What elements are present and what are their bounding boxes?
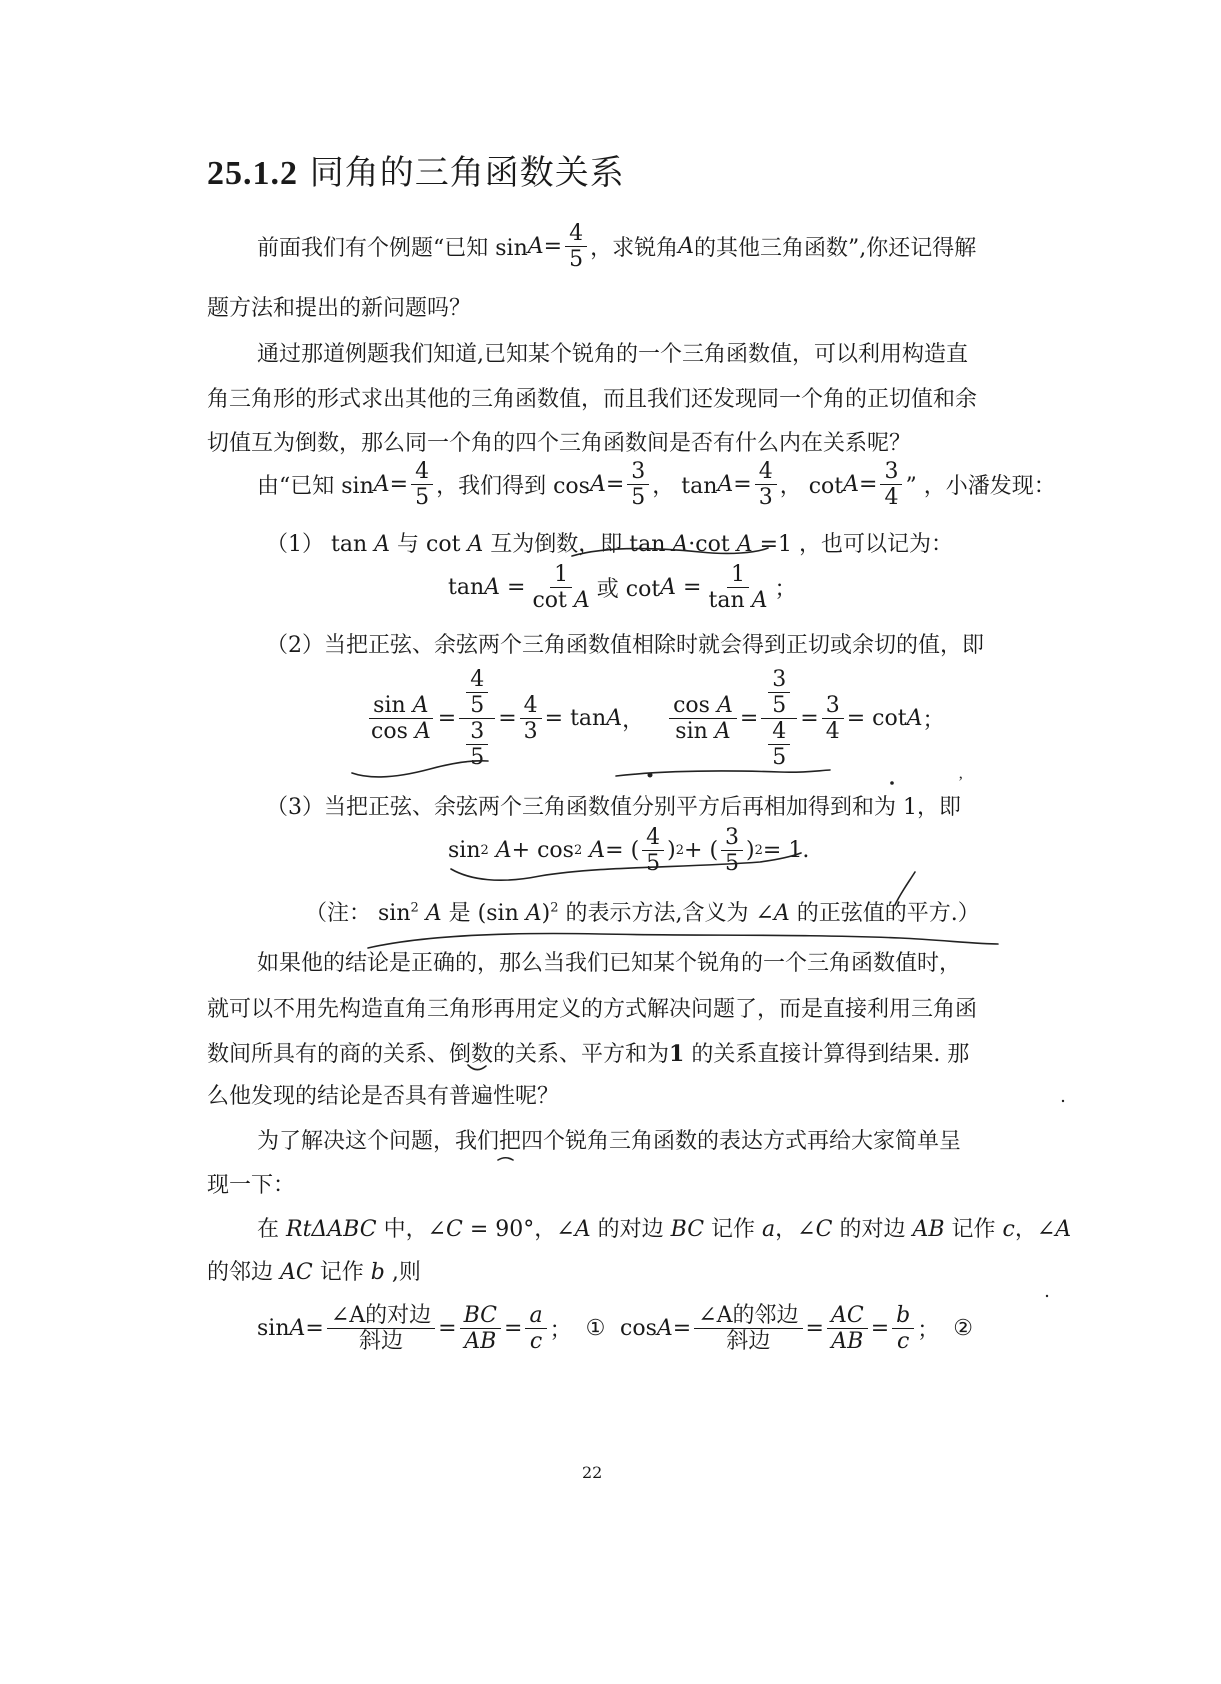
text: = [859,472,878,498]
fraction [460,1304,501,1353]
text: 互为倒数，即 tan [483,532,673,557]
text: = ( [605,838,640,864]
numerator [669,694,737,719]
var-a-lower: a [762,1217,776,1242]
var-a: A [527,234,544,260]
text: tan [570,706,607,732]
text: ,则 [384,1260,421,1285]
text: = [605,472,625,498]
numerator: 3 [466,720,488,745]
fraction [411,460,433,509]
exponent: 2 [573,843,583,859]
item-3-line: （3）当把正弦、余弦两个三角函数值分别平方后再相加得到和为 1，即 [266,795,961,820]
denominator: 3 [523,719,538,745]
numerator: 1 [727,563,749,588]
text: 记作 [312,1260,371,1285]
text: = [676,575,702,601]
text: 与 cot [390,532,468,557]
numerator: b [892,1304,914,1329]
paragraph-6-line-1 [257,1212,1071,1243]
text: = [846,706,873,732]
text: 的其他三角函数”,你还记得解 [693,236,977,262]
paragraph-1-line-2: 题方法和提出的新问题吗？ [207,296,472,321]
numerator: a [525,1304,546,1329]
exponent: 2 [550,900,559,916]
fraction [755,460,777,509]
equation-tag: ② [953,1316,973,1342]
text: = [438,1316,457,1342]
exponent: 2 [754,843,763,859]
ink-dot [1062,1100,1064,1102]
page-number: 22 [582,1463,603,1482]
denominator: AB [831,1329,864,1355]
denominator [367,719,435,743]
fraction [822,694,844,743]
denominator: 3 [758,485,773,511]
text: = [389,472,409,498]
var-a: A [412,693,429,719]
numerator: 3 [721,826,743,851]
paragraph-4-line-1: 如果他的结论是正确的，那么当我们已知某个锐角的一个三角函数值时， [257,951,962,976]
paragraph-4-line-4: 么他发现的结论是否具有普遍性呢？ [207,1084,560,1109]
section-title [207,145,625,194]
numerator: 4 [565,222,587,247]
text: =1 ，也可以记为： [752,532,954,557]
comma-mark: ’ [958,774,964,791]
var-a: A [289,1316,306,1342]
var-a: A [573,588,590,614]
section-title-text: 同角的三角函数关系 [298,153,625,193]
text: = [870,1316,890,1342]
item-3-formula [448,826,809,875]
denominator: 5 [772,693,787,719]
var-a: A [751,588,768,614]
numerator: 3 [627,460,649,485]
text: = [544,706,571,732]
text: ； [917,1318,940,1344]
text: = [498,706,517,732]
numerator: 4 [755,460,777,485]
text: ，求锐角 [590,236,679,262]
numerator: ∠A的邻边 [694,1304,802,1329]
paragraph-2-line-3: 切值互为倒数，那么同一个角的四个三角函数间是否有什么内在关系呢？ [207,431,912,456]
paragraph-1-line-1 [257,222,976,271]
formula-1 [257,1304,605,1353]
numerator: 3 [822,694,844,719]
text: 的邻边 [207,1260,280,1285]
item-1-formula [448,563,797,612]
denominator [528,588,593,612]
number-one: 1 [669,1041,685,1067]
complex-fraction [459,668,495,769]
var-a: A [672,532,689,557]
denominator: 5 [569,247,584,273]
var-a: A [467,532,484,557]
text: ， tan [652,474,718,500]
var-a: A [574,1217,591,1242]
text: ； [774,577,797,603]
var-a: A [660,575,677,601]
text: cot [872,706,907,732]
fraction [694,1304,802,1353]
text: 在 [257,1217,286,1242]
denominator: 5 [646,851,661,877]
text: ，我们得到 cos [436,474,590,500]
curl-mark [498,1158,513,1160]
text: = [504,1316,523,1342]
side-bc: BC [670,1217,705,1242]
var-c: C [815,1217,833,1242]
text: cos [673,693,717,719]
text: 记作 [704,1217,763,1242]
text: ， [622,708,645,734]
text: ； [922,708,945,734]
numerator: 3 [880,460,902,485]
var-a: A [589,472,606,498]
item-1-line [266,527,953,558]
text: （1） tan [266,532,375,557]
var-a: A [773,901,790,926]
paragraph-3 [257,460,1056,509]
exponent: 2 [410,900,419,916]
text: ·cot [688,532,737,557]
text: 前面我们有个例题“已知 sin [257,236,528,262]
numerator: 4 [466,668,488,693]
text: = [543,234,563,260]
var-a: A [525,901,542,926]
fraction [827,1304,868,1353]
numerator: 4 [642,826,664,851]
denominator: 斜边 [358,1329,403,1355]
text: ” ，小潘发现： [905,474,1056,500]
text: ， cot [779,474,844,500]
complex-fraction [761,668,797,769]
numerator: ∠A的对边 [327,1304,435,1329]
denominator: 5 [470,745,485,771]
var-a: A [906,706,923,732]
var-a: A [678,234,694,260]
numerator: 1 [550,563,572,588]
text: 是 (sin [441,901,526,926]
fraction [768,720,790,769]
var-a: A [716,693,733,719]
paragraph-4-line-3 [207,1037,969,1068]
text: 的关系直接计算得到结果. 那 [684,1042,970,1067]
numerator: BC [460,1304,501,1329]
denominator: c [529,1329,543,1355]
var-a: A [714,719,731,745]
fraction-4-5 [565,222,587,271]
denominator: 4 [825,719,840,745]
text: 的对边 [590,1217,671,1242]
numerator [369,694,432,719]
ink-dot [648,773,653,778]
var-c-lower: c [1002,1217,1015,1242]
fraction [367,694,435,743]
numerator [761,668,797,719]
exponent: 2 [480,843,489,859]
numerator [459,668,495,719]
fraction [721,826,743,875]
denominator: 斜边 [726,1329,771,1355]
text: sin [373,693,413,719]
text: tan [448,575,485,601]
var-a: A [589,838,606,864]
text: cot [532,588,574,614]
paragraph-5-line-2: 现一下： [207,1173,296,1198]
text: sin [257,1316,290,1342]
var-b-lower: b [370,1260,385,1285]
var-a: A [656,1316,673,1342]
text: cos [620,1316,657,1342]
ink-dot [1046,1295,1048,1297]
underline-mark [616,770,830,776]
numerator: AC [827,1304,868,1329]
denominator: 5 [725,851,740,877]
text: 由“已知 sin [257,474,374,500]
formula-2 [620,1304,973,1353]
var-a: A [606,706,623,732]
equation-tag: ① [585,1316,606,1342]
text: = [672,1316,692,1342]
text: cos [371,719,415,745]
exponent: 2 [675,843,685,859]
denominator: AB [464,1329,497,1355]
denominator: 5 [631,485,646,511]
denominator [671,719,734,743]
note-line [305,896,980,927]
var-a: A [484,575,501,601]
fraction [327,1304,435,1353]
fraction [528,563,593,612]
fraction [520,694,542,743]
var-a: A [843,472,860,498]
var-a: A [374,532,391,557]
text: + ( [684,838,719,864]
paragraph-2-line-1: 通过那道例题我们知道,已知某个锐角的一个三角函数值，可以利用构造直 [257,342,968,367]
var-a: A [373,472,390,498]
text: 的正弦值的平方.） [789,901,980,926]
fraction [466,720,488,769]
section-number: 25.1.2 [207,155,298,192]
text: ) [746,838,755,864]
fraction [642,826,664,875]
denominator: 5 [415,485,430,511]
denominator: 5 [470,693,485,719]
text: + cos [511,838,574,864]
denominator [705,588,772,612]
text: sin [675,719,715,745]
var-a: A [425,901,442,926]
item-2-formula [364,668,945,769]
denominator [761,719,797,769]
var-a: A [1055,1217,1072,1242]
text: = [500,575,526,601]
text: ，∠ [775,1217,816,1242]
text: ) [667,838,676,864]
fraction [466,668,488,717]
var-a: A [414,719,431,745]
fraction [669,694,737,743]
paragraph-6-line-2 [207,1255,421,1286]
item-2-line: （2）当把正弦、余弦两个三角函数值相除时就会得到正切或余切的值，即 [266,633,984,658]
denominator: 5 [772,745,787,771]
text: ，∠ [1014,1217,1056,1242]
paragraph-2-line-2: 角三角形的形式求出其他的三角函数值，而且我们还发现同一个角的正切值和余 [207,387,978,412]
text: sin [448,838,481,864]
fraction [892,1304,914,1353]
text: = 90°，∠ [462,1217,575,1242]
text: = [739,706,759,732]
text: 或 cot [596,577,661,603]
fraction [525,1304,546,1353]
text: ； [549,1318,572,1344]
text: （注： sin [305,901,411,926]
fraction [627,460,649,509]
var-a: A [495,838,512,864]
text: 的对边 [832,1217,913,1242]
text: = [305,1316,324,1342]
text: tan [708,588,752,614]
var-a: A [736,532,753,557]
numerator: 4 [411,460,433,485]
denominator: c [897,1329,910,1355]
ink-dot [890,781,894,785]
text: = [800,706,819,732]
side-ab: AB [912,1217,945,1242]
text: = [805,1316,824,1342]
numerator: 4 [520,694,542,719]
paragraph-4-line-2: 就可以不用先构造直角三角形再用定义的方式解决问题了，而是直接利用三角函 [207,997,978,1022]
side-ac: AC [280,1260,313,1285]
text: 中，∠ [376,1217,447,1242]
text: = [733,472,752,498]
fraction [768,668,790,717]
numerator: 3 [768,668,790,693]
paragraph-5-line-1: 为了解决这个问题，我们把四个锐角三角函数的表达方式再给大家简单呈 [257,1129,962,1154]
fraction [705,563,772,612]
var-a: A [717,472,734,498]
denominator: 4 [884,485,899,511]
text: 的表示方法,含义为 ∠ [558,901,774,926]
fraction [880,460,902,509]
text: = [437,706,457,732]
rt: Rt [286,1217,312,1242]
text: 记作 [944,1217,1003,1242]
triangle: ΔABC [311,1217,377,1242]
numerator: 4 [768,720,790,745]
var-c: C [446,1217,463,1242]
text: ) [541,901,551,926]
denominator [459,719,495,769]
text: = 1. [762,838,810,864]
text: 数间所具有的商的关系、倒数的关系、平方和为 [207,1042,670,1067]
